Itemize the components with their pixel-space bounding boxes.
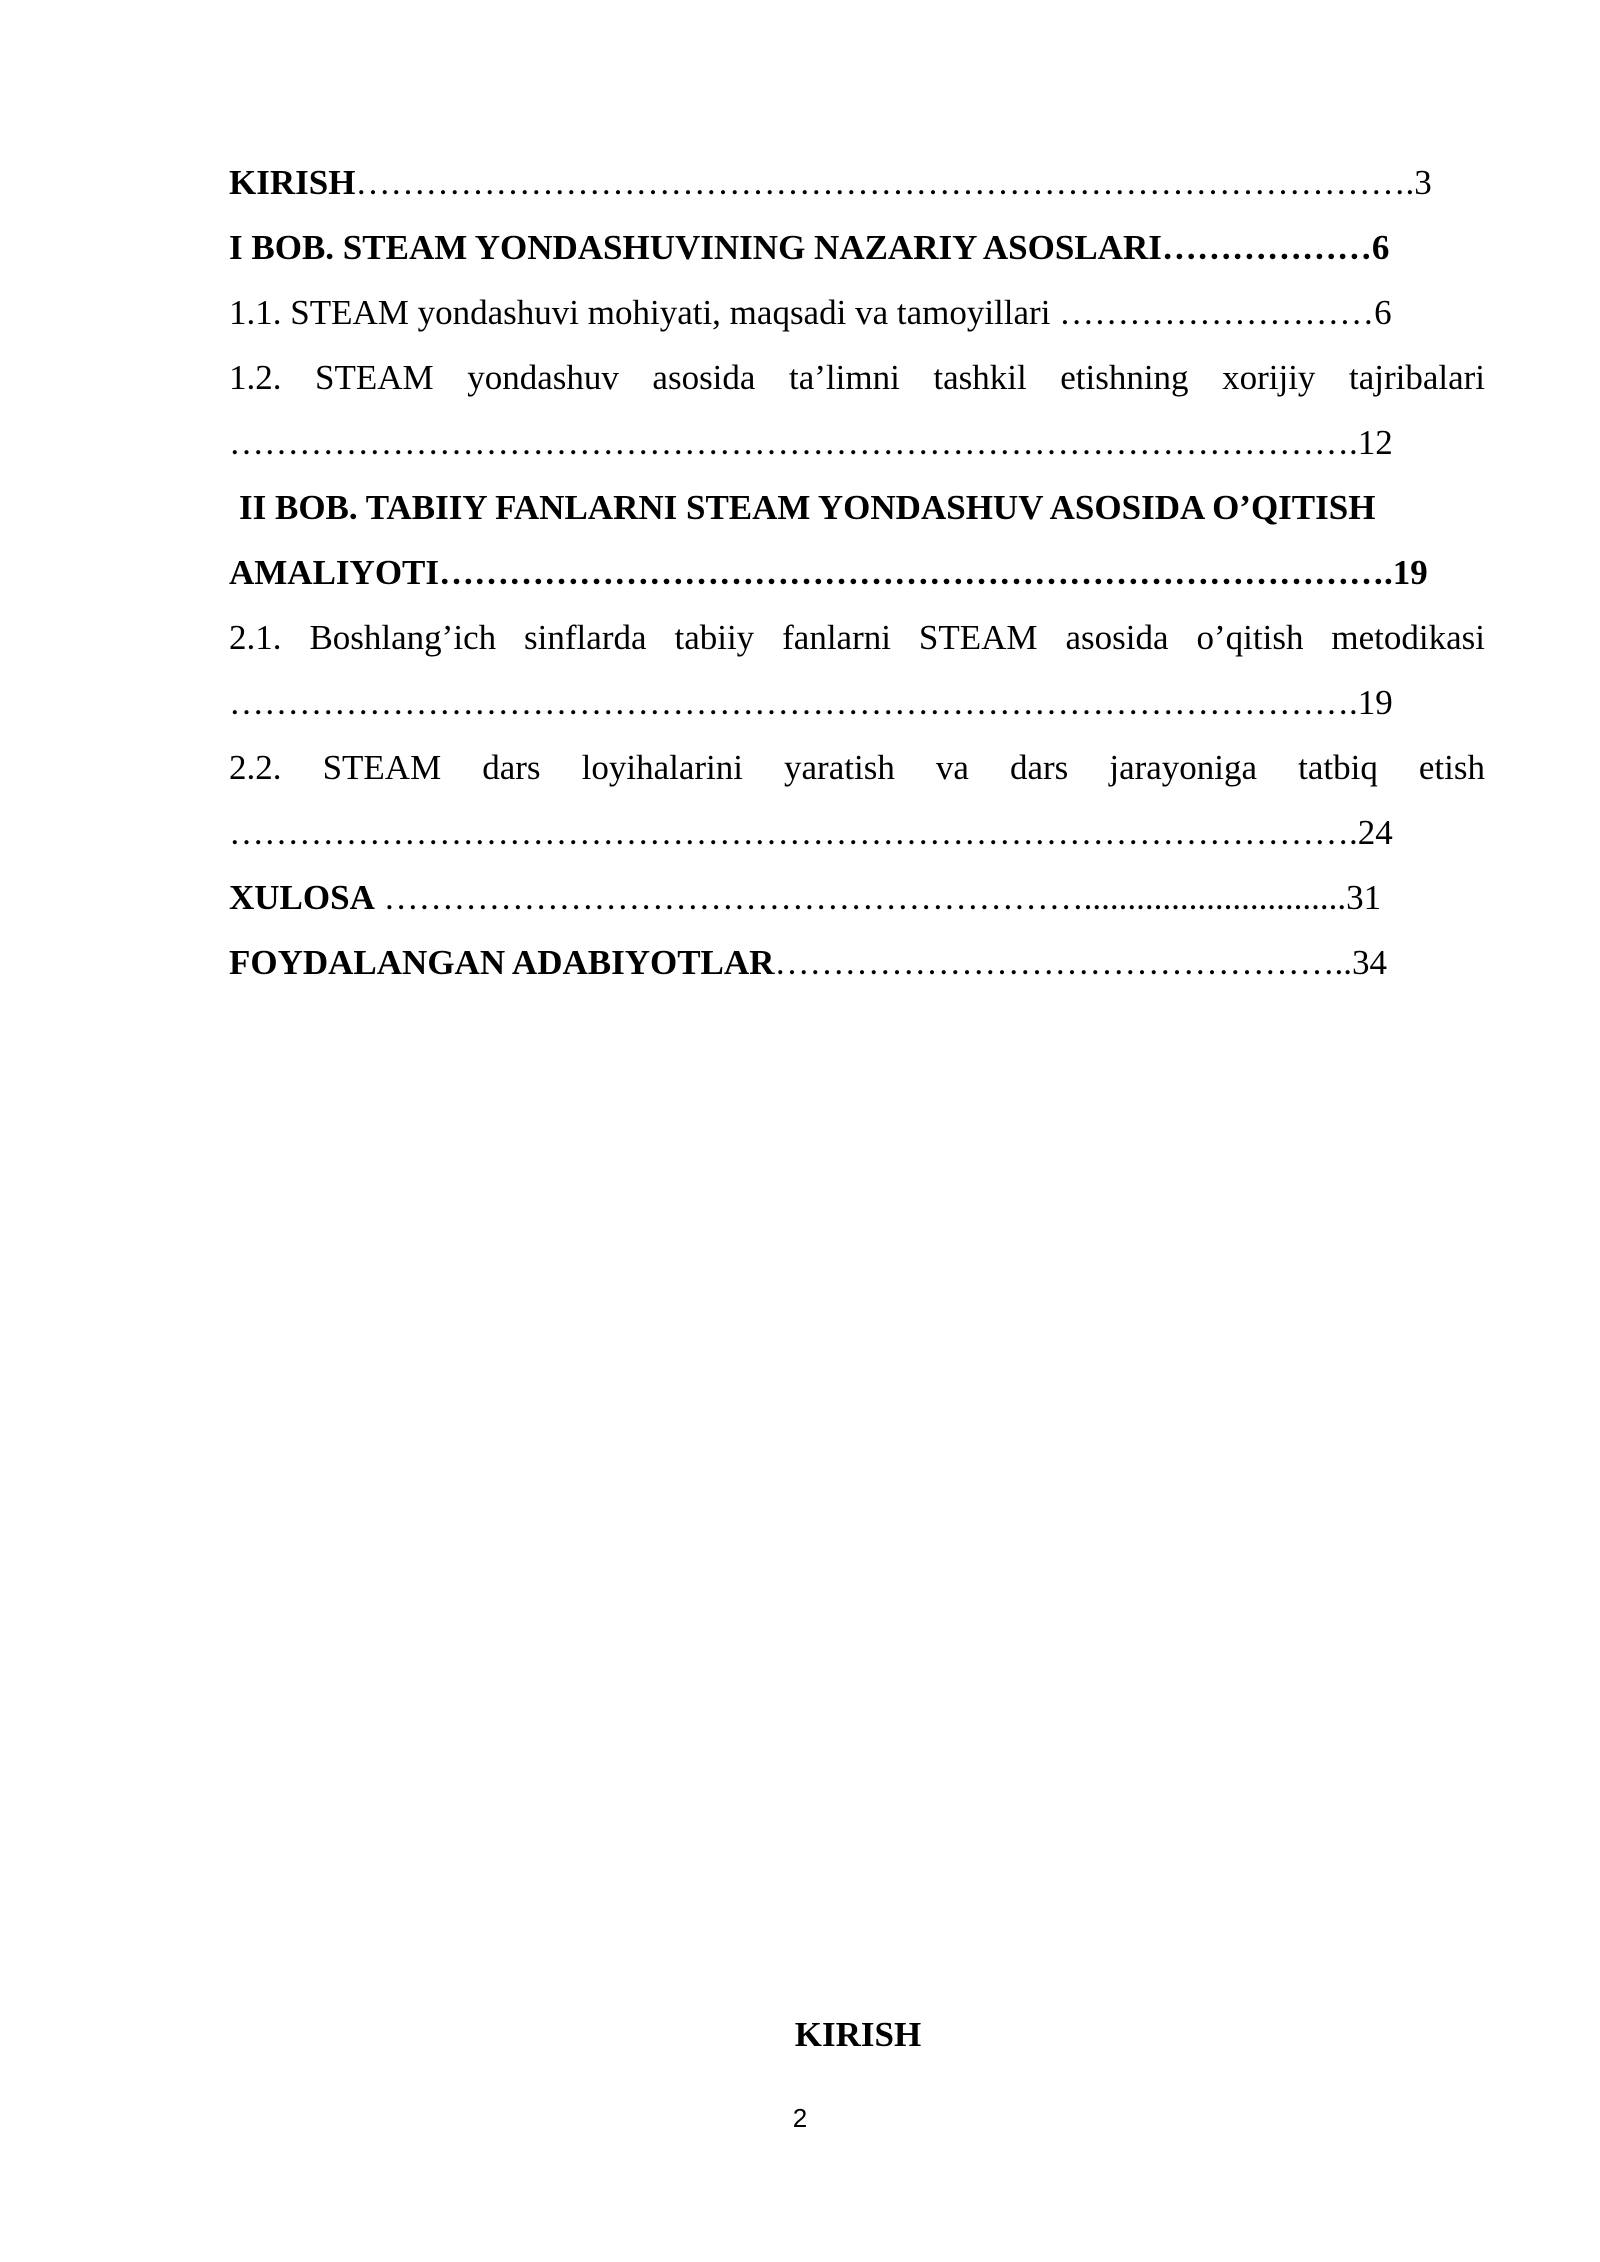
toc-entry-adabiyotlar <box>229 930 1485 995</box>
toc-entry-chapter-2: II BOB. TABIIY FANLARNI STEAM YONDASHUV ASOSIDA O’QITISH <box>239 488 1376 527</box>
toc-leader-page: …………………………………………..34 <box>774 943 1387 982</box>
table-of-contents <box>229 150 1485 995</box>
toc-entry-xulosa <box>229 865 1485 930</box>
toc-entry-title: XULOSA <box>229 878 375 917</box>
toc-leader-page: ……………………………………………………..............................31 <box>383 878 1382 917</box>
toc-entry-chapter-1: I BOB. STEAM YONDASHUVINING NAZARIY ASOSLARI………………6 <box>229 228 1390 267</box>
toc-entry-section-1-1: 1.1. STEAM yondashuvi mohiyati, maqsadi va tamoyillari ………………………6 <box>229 293 1392 332</box>
toc-entry-section-2-1-page: …………………………………………………………………………………….19 <box>229 683 1393 722</box>
toc-entry-chapter-2-page: AMALIYOTI……………………………………………………………………….19 <box>229 553 1428 592</box>
toc-entry-section-1-2-page: …………………………………………………………………………………….12 <box>229 423 1393 462</box>
toc-entry-section-2-2: 2.2. STEAM dars loyihalarini yaratish va dars jarayoniga tatbiq etish <box>229 748 1485 787</box>
toc-entry-section-1-2: 1.2. STEAM yondashuv asosida ta’limni tashkil etishning xorijiy tajribalari <box>229 358 1485 397</box>
toc-entry-title: FOYDALANGAN ADABIYOTLAR <box>229 943 775 982</box>
toc-entry-title: KIRISH <box>229 163 356 202</box>
toc-entry-section-2-2-page: …………………………………………………………………………………….24 <box>229 813 1393 852</box>
section-heading-kirish: KIRISH <box>794 2015 922 2054</box>
toc-entry-section-2-1: 2.1. Boshlang’ich sinflarda tabiiy fanlarni STEAM asosida o’qitish metodikasi <box>229 618 1485 657</box>
toc-entry-kirish <box>229 150 1485 215</box>
toc-leader-page: ……………………………………………………………………………….3 <box>355 163 1432 202</box>
page-number: 2 <box>792 2103 808 2133</box>
